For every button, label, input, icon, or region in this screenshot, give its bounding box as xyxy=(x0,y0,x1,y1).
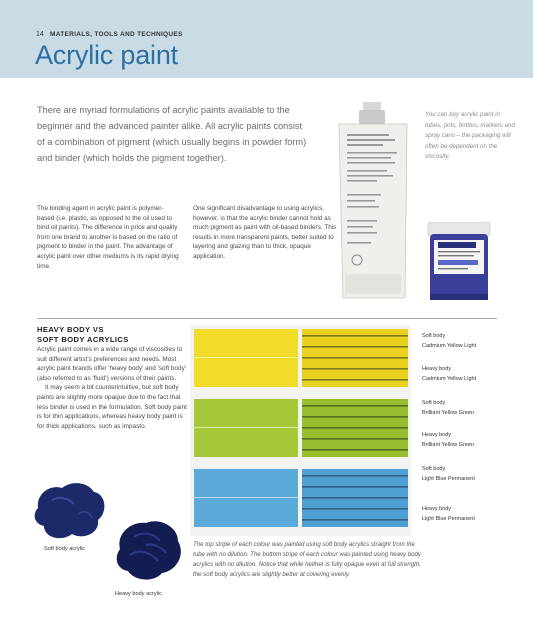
heading-line-1: HEAVY BODY VS xyxy=(37,325,104,334)
paint-jar-image xyxy=(426,222,492,302)
stripe-label-4 xyxy=(422,430,522,450)
page-title: Acrylic paint xyxy=(35,40,178,70)
heavy-body-blob-image xyxy=(110,515,186,585)
stripe-label-5 xyxy=(422,464,522,484)
section-paragraph-2: It may seem a bit counterintuitive, but soft body paints are slightly more opaque due to the fact that less binder is used in the formulation. Soft body paint is for thin applications, whereas heavy body paint is for thick applications, such as impasto. xyxy=(37,384,187,430)
stripe-6-type: Heavy body xyxy=(422,506,452,512)
soft-stripe-3 xyxy=(194,469,298,527)
stripe-label-3 xyxy=(422,398,522,418)
stripe-1-color: Cadmium Yellow Light xyxy=(422,343,477,349)
section-divider xyxy=(37,318,497,319)
heavy-stripe-3 xyxy=(302,469,408,527)
section-heading xyxy=(37,325,187,344)
section-body xyxy=(37,345,189,431)
soft-stripe-1 xyxy=(194,329,298,387)
stripe-3-type: Soft body xyxy=(422,400,446,406)
page-number: 14 xyxy=(36,31,44,38)
stripe-4-color: Brilliant Yellow Green xyxy=(422,442,474,448)
stripe-label-1 xyxy=(422,331,522,351)
stripe-1-type: Soft body xyxy=(422,333,446,339)
stripe-label-6 xyxy=(422,504,522,524)
heavy-stripe-2 xyxy=(302,399,408,457)
soft-body-blob-image xyxy=(32,478,110,544)
stripe-label-2 xyxy=(422,364,522,384)
stripe-2-color: Cadmium Yellow Light xyxy=(422,376,477,382)
stripe-2-type: Heavy body xyxy=(422,366,452,372)
stripe-4-type: Heavy body xyxy=(422,432,452,438)
stripe-5-type: Soft body xyxy=(422,466,446,472)
paint-tube-image xyxy=(335,102,413,302)
product-caption: You can buy acrylic paint in tubes, pots, bottles, markers and spray cans – the packaging will often be dependent on the viscosity. xyxy=(425,111,515,160)
heavy-stripe-1 xyxy=(302,329,408,387)
section-paragraph-1: Acrylic paint comes in a wide range of viscosities to suit different artist's preferences and needs. Most acrylic paint brands offer 'heavy body' and 'soft body' (also referred to as 'fluid') versions of their paints. xyxy=(37,346,186,382)
stripe-6-color: Light Blue Permanent xyxy=(422,516,475,522)
soft-stripe-2 xyxy=(194,399,298,457)
stripe-3-color: Brilliant Yellow Green xyxy=(422,410,474,416)
soft-body-blob-label: Soft body acrylic xyxy=(44,546,86,552)
heavy-body-blob-label: Heavy body acrylic xyxy=(115,591,162,597)
intro-paragraph: There are myriad formulations of acrylic paints available to the beginner and the advanced painter alike. All acrylic paints consist of a combination of pigment (which usually begins in powder form) and binder (which holds the pigment together). xyxy=(37,105,307,163)
swatch-stripes xyxy=(190,325,411,536)
stripe-caption: The top stripe of each colour was painted using soft body acrylics straight from the tube with no dilution. The bottom stripe of each colour was painted using heavy body acrylics with no dilution. Notice that while neither is fully opaque even at full strength, the soft body acrylics are slightly better at covering evenly. xyxy=(193,541,421,578)
stripe-5-color: Light Blue Permanent xyxy=(422,476,475,482)
section-label: MATERIALS, TOOLS AND TECHNIQUES xyxy=(50,31,183,38)
heading-line-2: SOFT BODY ACRYLICS xyxy=(37,334,129,344)
body-column-left: The binding agent in acrylic paint is polymer-based (i.e. plastic, as opposed to the oil used to bind oil paints). The difference in price and quality from one brand to another is based on the ratio of pigment to binder in the paint. The advantage of acrylic paint over other mediums is its rapid drying time. xyxy=(37,205,179,270)
body-column-right: One significant disadvantage to using acrylics, however, is that the acrylic binder cannot hold as much pigment as paint with oil-based binders. This results in more transparent paints, better suited to layering and glazing than to thick, opaque application. xyxy=(193,205,337,260)
